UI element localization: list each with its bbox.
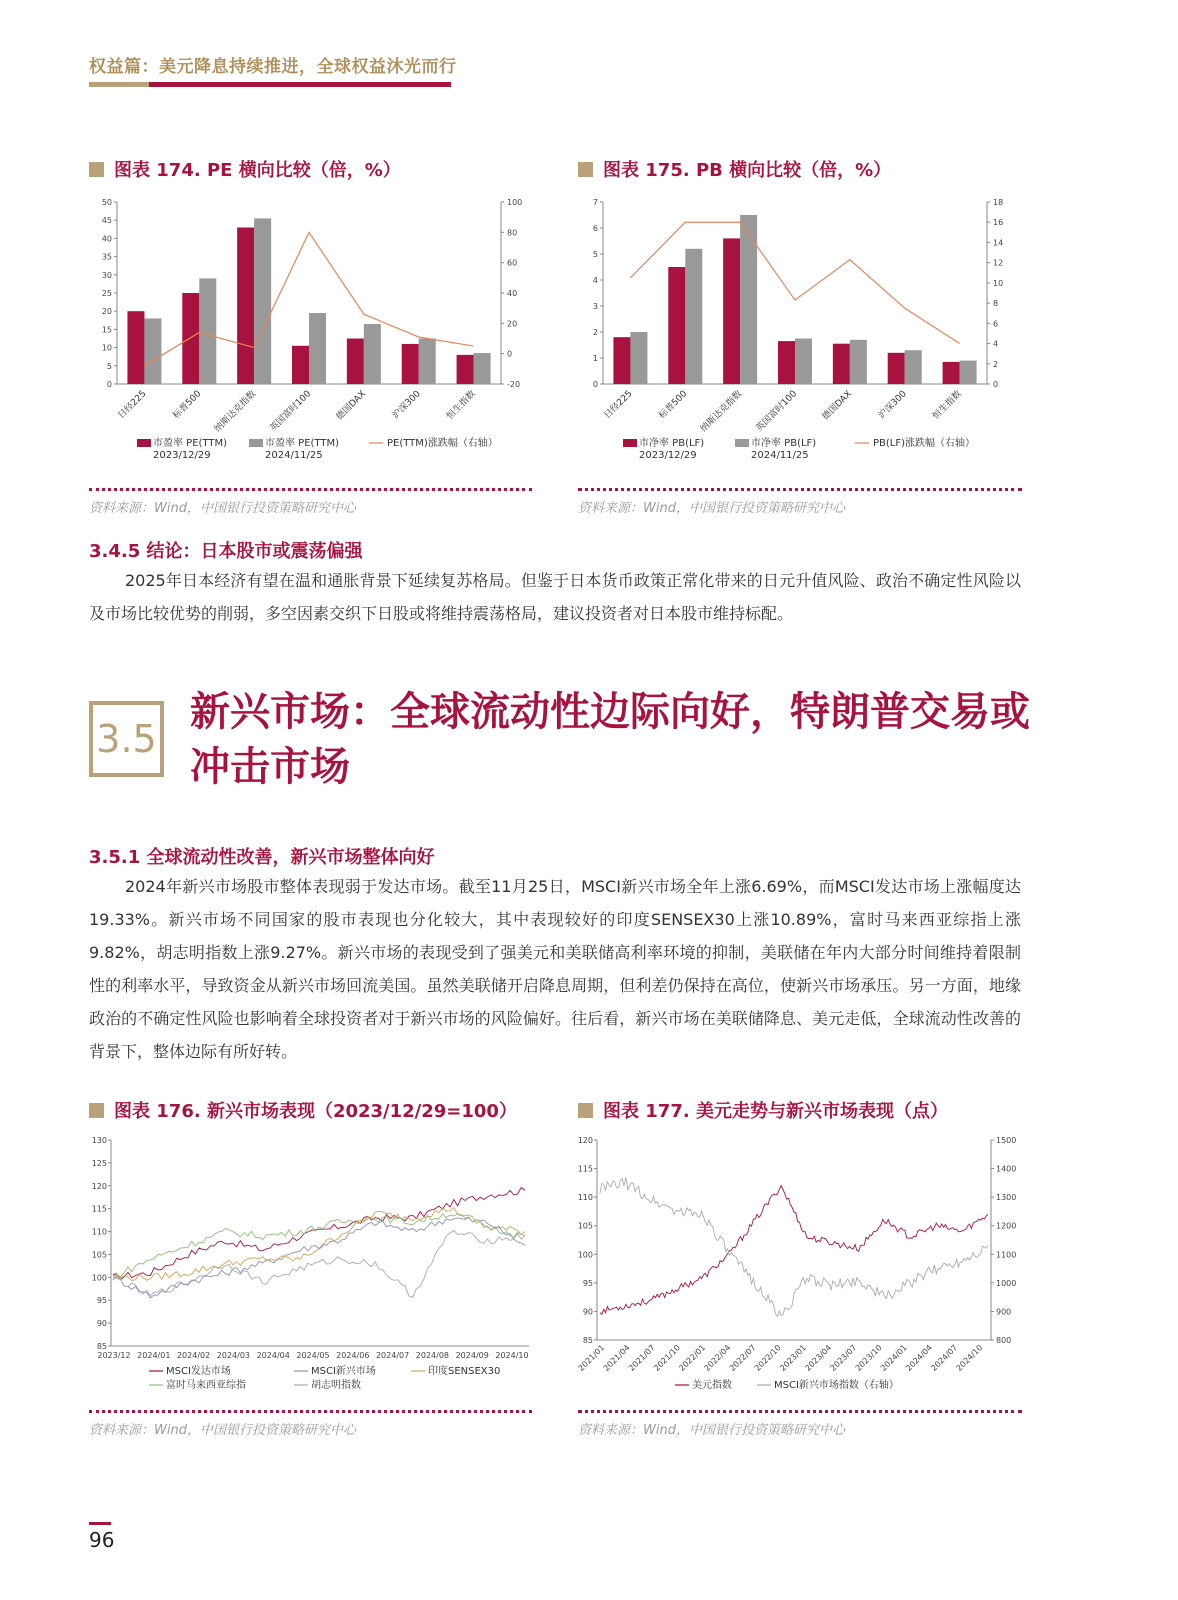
y-tick-label-left: 0 <box>106 380 112 389</box>
y-tick-label: 125 <box>91 1158 107 1168</box>
x-tick-label: 2024/01 <box>137 1351 171 1360</box>
y-tick-label-left: 4 <box>592 276 598 285</box>
x-tick-label: 2024/06 <box>336 1351 370 1360</box>
bar-curr <box>740 215 757 384</box>
bar-curr <box>474 353 491 384</box>
y-tick-label-left: 120 <box>577 1136 593 1145</box>
x-tick-label: 沪深300 <box>876 389 909 422</box>
bar-prev <box>402 344 419 384</box>
x-tick-label: 2024/02 <box>176 1351 211 1360</box>
fig177-title-text: 图表 177. 美元走势与新兴市场表现（点） <box>603 1101 948 1122</box>
bar-curr <box>309 313 326 384</box>
legend-swatch-prev <box>137 439 151 447</box>
fig177-title <box>578 1097 948 1123</box>
y-tick-label-right: 6 <box>993 319 999 329</box>
x-tick-label: 2024/07 <box>375 1351 410 1360</box>
y-tick-label: 110 <box>91 1227 107 1237</box>
y-tick-label-right: 1100 <box>996 1250 1017 1260</box>
x-tick-label: 2024/10 <box>495 1351 529 1360</box>
y-tick-label-left: 115 <box>577 1164 593 1174</box>
y-tick-label-right: 40 <box>507 289 518 298</box>
bar-prev <box>457 355 474 384</box>
fig175-source: 资料来源：Wind，中国银行投资策略研究中心 <box>578 501 845 516</box>
x-tick-label: 2022/04 <box>702 1343 733 1373</box>
bar-curr <box>419 339 436 385</box>
x-tick-label: 2022/10 <box>752 1343 783 1373</box>
y-tick-label-left: 0 <box>592 380 598 389</box>
legend-label: PE(TTM)涨跌幅（右轴） <box>387 438 498 449</box>
x-tick-label: 2024/04 <box>904 1343 935 1373</box>
series-line <box>113 1214 525 1277</box>
y-tick-label-right: 10 <box>993 278 1004 288</box>
x-tick-label: 2022/07 <box>727 1343 758 1373</box>
y-tick-label-right: 1500 <box>996 1136 1017 1145</box>
x-tick-label: 纳斯达克指数 <box>212 389 259 435</box>
x-tick-label: 德国DAX <box>334 389 368 423</box>
bar-curr <box>199 278 216 384</box>
fig176-source: 资料来源：Wind，中国银行投资策略研究中心 <box>89 1423 356 1438</box>
y-tick-label: 85 <box>96 1342 107 1351</box>
bar-curr <box>850 340 867 384</box>
y-tick-label-left: 90 <box>582 1307 593 1317</box>
x-tick-label: 日经225 <box>116 389 149 422</box>
legend-label: MSCI发达市场 <box>166 1366 231 1377</box>
fig174-chart <box>89 188 544 480</box>
x-tick-label: 2024/08 <box>415 1351 450 1360</box>
y-tick-label-right: 0 <box>993 380 999 389</box>
legend-label-date: 2023/12/29 <box>639 450 697 461</box>
y-tick-label-left: 105 <box>577 1221 593 1231</box>
legend-label-date: 2023/12/29 <box>153 450 211 461</box>
x-tick-label: 2021/07 <box>626 1343 657 1373</box>
x-tick-label: 标普500 <box>657 389 690 422</box>
fig176-title-text: 图表 176. 新兴市场表现（2023/12/29=100） <box>114 1101 517 1122</box>
y-tick-label-right: 1000 <box>996 1278 1017 1288</box>
bar-prev <box>668 267 685 384</box>
fig177-divider <box>578 1410 1022 1413</box>
y-tick-label-left: 10 <box>101 343 112 353</box>
legend-label: 市盈率 PE(TTM) <box>153 438 227 449</box>
series-line <box>113 1188 525 1280</box>
x-tick-label: 2021/01 <box>576 1343 607 1373</box>
fig176-chart <box>89 1130 539 1400</box>
y-tick-label: 100 <box>91 1273 107 1283</box>
y-tick-label-right: 900 <box>996 1307 1012 1317</box>
x-tick-label: 2024/10 <box>954 1343 985 1373</box>
bar-prev <box>943 362 960 384</box>
legend-label: 印度SENSEX30 <box>428 1366 501 1377</box>
fig174-title <box>89 156 401 182</box>
bar-curr <box>254 218 271 384</box>
fig175-chart <box>575 188 1030 480</box>
fig174-divider <box>89 488 532 491</box>
square-bullet-icon <box>578 1103 593 1118</box>
fig175-title-text: 图表 175. PB 横向比较（倍，%） <box>603 160 892 181</box>
bar-curr <box>630 332 647 384</box>
y-tick-label-right: 18 <box>993 198 1004 207</box>
bar-curr <box>144 318 161 384</box>
bar-prev <box>182 293 199 384</box>
bar-prev <box>613 337 630 384</box>
y-tick-label-right: 1300 <box>996 1193 1017 1203</box>
bar-prev <box>833 344 850 384</box>
legend-label: 市盈率 PE(TTM) <box>265 438 339 449</box>
legend-label: 市净率 PB(LF) <box>639 438 705 449</box>
y-tick-label-right: 12 <box>993 258 1004 268</box>
x-tick-label: 英国富时100 <box>754 389 800 434</box>
y-tick-label-right: 20 <box>507 319 518 329</box>
x-tick-label: 2023/04 <box>803 1343 834 1373</box>
y-tick-label-left: 3 <box>592 302 598 311</box>
legend-swatch-prev <box>623 439 637 447</box>
y-tick-label-right: 8 <box>993 299 999 309</box>
x-tick-label: 恒生指数 <box>445 389 478 422</box>
section-3-5-number-box: 3.5 <box>89 701 164 777</box>
y-tick-label: 120 <box>91 1181 107 1191</box>
y-tick-label-right: -20 <box>507 380 521 389</box>
x-tick-label: 2024/05 <box>296 1351 330 1360</box>
page-number: 96 <box>89 1528 115 1552</box>
fig177-source: 资料来源：Wind，中国银行投资策略研究中心 <box>578 1423 845 1438</box>
section-3-4-5-paragraph: 2025年日本经济有望在温和通胀背景下延续复苏格局。但鉴于日本货币政策正常化带来的日元升值风险、政治不确定性风险以及市场比较优势的削弱，多空因素交织下日股或将维持震荡格局，建议投资者对日本股市维持标配。 <box>89 571 1021 623</box>
x-tick-label: 2021/10 <box>652 1343 683 1373</box>
header-title: 权益篇：美元降息持续推进，全球权益沐光而行 <box>89 57 457 77</box>
y-tick-label-right: 80 <box>507 228 518 238</box>
bar-prev <box>347 339 364 385</box>
y-tick-label-left: 30 <box>101 270 112 280</box>
bar-curr <box>685 249 702 384</box>
y-tick-label-left: 40 <box>101 234 112 244</box>
y-tick-label-left: 6 <box>592 224 598 233</box>
y-tick-label-left: 50 <box>101 198 112 207</box>
bar-prev <box>237 227 254 384</box>
fig177-chart <box>575 1130 1030 1400</box>
y-tick-label-left: 100 <box>577 1250 593 1260</box>
x-tick-label: 恒生指数 <box>931 389 964 422</box>
y-tick-label: 105 <box>91 1250 107 1260</box>
fig175-divider <box>578 488 1022 491</box>
x-tick-label: 日经225 <box>602 389 635 422</box>
y-tick-label-left: 15 <box>101 325 112 335</box>
section-3-5-1-paragraph: 2024年新兴市场股市整体表现弱于发达市场。截至11月25日，MSCI新兴市场全年上涨6.69%，而MSCI发达市场上涨幅度达19.33%。新兴市场不同国家的股市表现也分化较大，其中表现较好的印度SENSEX30上涨10.89%，富时马来西亚综指上涨9.82%，胡志明指数上涨9.27%。新兴市场的表现受到了强美元和美联储高利率环境的抑制，美联储在年内大部分时间维持着限制性的利率水平，导致资金从新兴市场回流美国。虽然美联储开启降息周期，但利差仍保持在高位，使新兴市场承压。另一方面，地缘政治的不确定性风险也影响着全球投资者对于新兴市场的风险偏好。往后看，新兴市场在美联储降息、美元走低，全球流动性改善的背景下，整体边际有所好转。 <box>89 877 1021 1061</box>
legend-label: 富时马来西亚综指 <box>166 1380 246 1391</box>
y-tick-label-left: 95 <box>582 1278 593 1288</box>
x-tick-label: 沪深300 <box>390 389 423 422</box>
y-tick-label-right: 800 <box>996 1336 1012 1345</box>
bar-prev <box>778 341 795 384</box>
x-tick-label: 2023/10 <box>853 1343 884 1373</box>
legend-label: MSCI新兴市场指数（右轴） <box>774 1380 899 1391</box>
y-tick-label-left: 5 <box>592 250 598 259</box>
y-tick-label: 115 <box>91 1204 107 1214</box>
bar-prev <box>292 346 309 384</box>
bar-curr <box>364 324 381 384</box>
y-tick-label-right: 0 <box>507 349 513 359</box>
section-3-5-1-heading: 3.5.1 全球流动性改善，新兴市场整体向好 <box>89 847 435 868</box>
bar-prev <box>723 238 740 384</box>
y-tick-label-right: 60 <box>507 258 518 268</box>
bar-prev <box>888 353 905 384</box>
y-tick-label-right: 1200 <box>996 1221 1017 1231</box>
x-tick-label: 2023/07 <box>828 1343 859 1373</box>
section-3-5-title: 新兴市场：全球流动性边际向好，特朗普交易或冲击市场 <box>190 689 1030 790</box>
square-bullet-icon <box>578 162 593 177</box>
y-tick-label-left: 25 <box>101 289 112 298</box>
y-tick-label-right: 16 <box>993 218 1004 228</box>
x-tick-label: 2024/03 <box>216 1351 251 1360</box>
series-line <box>113 1231 525 1298</box>
y-tick-label-right: 4 <box>993 339 999 349</box>
x-tick-label: 2024/07 <box>929 1343 960 1373</box>
x-tick-label: 2023/12 <box>97 1351 131 1360</box>
x-tick-label: 2021/04 <box>601 1343 632 1373</box>
legend-swatch-curr <box>735 439 749 447</box>
fig175-title <box>578 156 891 182</box>
x-tick-label: 2024/01 <box>878 1343 909 1373</box>
y-tick-label-right: 1400 <box>996 1164 1017 1174</box>
y-tick-label-left: 85 <box>582 1336 593 1345</box>
legend-label: MSCI新兴市场 <box>311 1366 376 1377</box>
x-tick-label: 2024/09 <box>455 1351 489 1360</box>
header-bar-accent <box>89 82 149 87</box>
fig176-title <box>89 1097 517 1123</box>
bar-curr <box>905 350 922 384</box>
y-tick-label-right: 14 <box>993 238 1004 248</box>
y-tick-label: 130 <box>91 1136 107 1145</box>
x-tick-label: 2022/01 <box>677 1343 708 1373</box>
x-tick-label: 德国DAX <box>820 389 854 423</box>
y-tick-label-left: 110 <box>577 1193 593 1203</box>
y-tick-label-left: 20 <box>101 307 112 317</box>
fig176-divider <box>89 1410 532 1413</box>
y-tick-label-left: 35 <box>101 252 112 262</box>
legend-label-date: 2024/11/25 <box>751 450 809 461</box>
bar-curr <box>795 339 812 385</box>
bar-prev <box>127 311 144 384</box>
x-tick-label: 2024/04 <box>256 1351 290 1360</box>
y-tick-label-left: 7 <box>592 198 598 207</box>
bar-curr <box>960 361 977 384</box>
legend-swatch-curr <box>249 439 263 447</box>
y-tick-label-left: 5 <box>106 361 112 371</box>
legend-label: 胡志明指数 <box>311 1380 361 1391</box>
legend-label-date: 2024/11/25 <box>265 450 323 461</box>
page-number-bar <box>89 1522 111 1525</box>
section-3-4-5-heading: 3.4.5 结论：日本股市或震荡偏强 <box>89 541 363 562</box>
y-tick-label-left: 1 <box>592 354 598 363</box>
square-bullet-icon <box>89 162 104 177</box>
legend-label: 市净率 PB(LF) <box>751 438 817 449</box>
x-tick-label: 标普500 <box>171 389 204 422</box>
y-tick-label-right: 2 <box>993 359 999 369</box>
y-tick-label: 90 <box>96 1319 107 1329</box>
fig174-title-text: 图表 174. PE 横向比较（倍，%） <box>114 160 401 181</box>
legend-label: 美元指数 <box>692 1380 732 1391</box>
y-tick-label-left: 45 <box>101 216 112 226</box>
y-tick-label: 95 <box>96 1296 107 1306</box>
x-tick-label: 英国富时100 <box>268 389 314 434</box>
fig174-source: 资料来源：Wind，中国银行投资策略研究中心 <box>89 501 356 516</box>
x-tick-label: 2023/01 <box>778 1343 809 1373</box>
x-tick-label: 纳斯达克指数 <box>698 389 745 435</box>
legend-label: PB(LF)涨跌幅（右轴） <box>873 438 976 449</box>
square-bullet-icon <box>89 1103 104 1118</box>
y-tick-label-right: 100 <box>507 198 523 207</box>
y-tick-label-left: 2 <box>592 328 598 337</box>
